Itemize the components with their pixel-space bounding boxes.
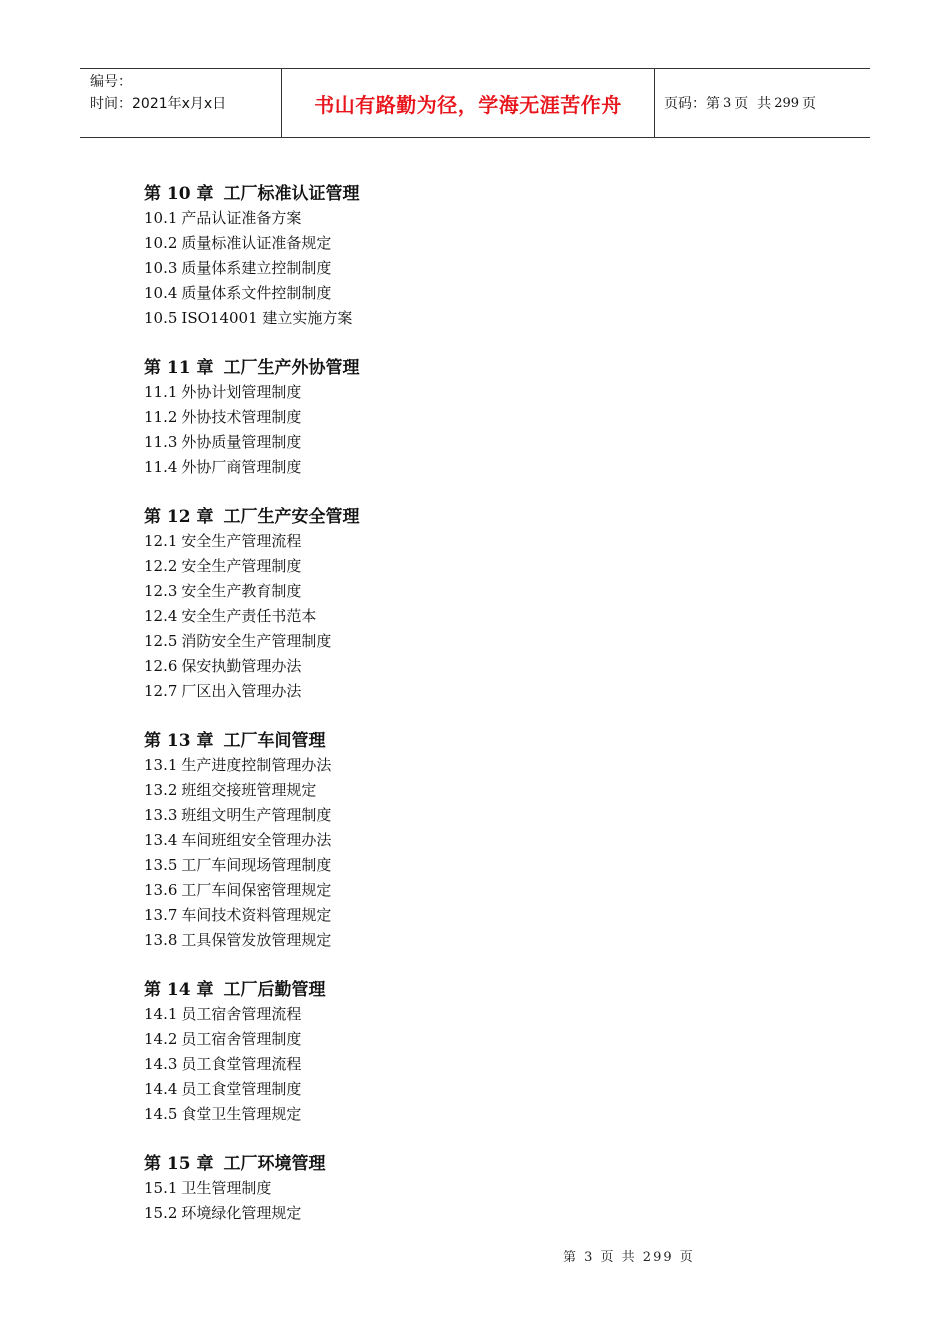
- toc-item[interactable]: [144, 679, 844, 704]
- toc-item-number: 13.2: [144, 781, 178, 799]
- toc-item[interactable]: [144, 903, 844, 928]
- toc-item-text: 产品认证准备方案: [181, 209, 302, 227]
- page-header: [80, 68, 870, 138]
- toc-item-number: 10.5: [144, 309, 178, 327]
- toc-item[interactable]: [144, 306, 844, 331]
- toc-item[interactable]: [144, 1002, 844, 1027]
- chapter-name: 工厂后勤管理: [223, 980, 326, 1000]
- toc-item[interactable]: [144, 928, 844, 953]
- toc-item-number: 13.5: [144, 856, 178, 874]
- chapter-section: [144, 1151, 844, 1226]
- toc-item-number: 15.1: [144, 1179, 178, 1197]
- chapter-name: 工厂生产外协管理: [223, 358, 360, 378]
- serial-label: 编号：: [90, 74, 132, 90]
- toc-item-text: 安全生产管理流程: [181, 532, 302, 550]
- chapter-section: [144, 728, 844, 953]
- toc-item[interactable]: [144, 231, 844, 256]
- toc-item[interactable]: [144, 554, 844, 579]
- toc-item-text: 外协技术管理制度: [181, 408, 302, 426]
- footer-page-number: 第 3 页 共 299 页: [563, 1250, 695, 1265]
- toc-item-number: 13.6: [144, 881, 178, 899]
- toc-item[interactable]: [144, 1201, 844, 1226]
- chapter-section: [144, 504, 844, 704]
- chapter-title: [144, 977, 844, 1003]
- toc-item-text: 班组交接班管理规定: [181, 781, 317, 799]
- toc-item[interactable]: [144, 206, 844, 231]
- toc-item-number: 13.1: [144, 756, 178, 774]
- header-motto: 书山有路勤为径，学海无涯苦作舟: [282, 69, 655, 137]
- toc-item-text: 质量体系文件控制制度: [181, 284, 332, 302]
- toc-item[interactable]: [144, 1176, 844, 1201]
- toc-item[interactable]: [144, 1102, 844, 1127]
- page-mid: 页 共: [734, 96, 772, 112]
- chapter-number: 第 15 章: [144, 1154, 214, 1174]
- chapter-number: 第 13 章: [144, 731, 214, 751]
- toc-item[interactable]: [144, 604, 844, 629]
- chapter-title: [144, 728, 844, 754]
- toc-item-text: 安全生产责任书范本: [181, 607, 317, 625]
- toc-item-number: 10.3: [144, 259, 178, 277]
- toc-item[interactable]: [144, 256, 844, 281]
- chapter-name: 工厂车间管理: [223, 731, 326, 751]
- toc-item-text: 员工食堂管理流程: [181, 1055, 302, 1073]
- toc-item[interactable]: [144, 1052, 844, 1077]
- toc-item[interactable]: [144, 380, 844, 405]
- toc-item-number: 14.2: [144, 1030, 178, 1048]
- toc-item-number: 12.4: [144, 607, 178, 625]
- toc-item-number: 11.2: [144, 408, 178, 426]
- toc-item-text: 环境绿化管理规定: [181, 1204, 302, 1222]
- chapter-number: 第 10 章: [144, 184, 214, 204]
- chapter-title: [144, 504, 844, 530]
- toc-item-text: 外协计划管理制度: [181, 383, 302, 401]
- toc-item[interactable]: [144, 405, 844, 430]
- toc-item-number: 13.7: [144, 906, 178, 924]
- toc-item[interactable]: [144, 430, 844, 455]
- toc-item-number: 13.8: [144, 931, 178, 949]
- chapter-number: 第 14 章: [144, 980, 214, 1000]
- toc-item-number: 10.4: [144, 284, 178, 302]
- toc-item-text: 质量标准认证准备规定: [181, 234, 332, 252]
- toc-item-text: 生产进度控制管理办法: [181, 756, 332, 774]
- toc-item-number: 14.4: [144, 1080, 178, 1098]
- toc-item-text: 工具保管发放管理规定: [181, 931, 332, 949]
- chapter-number: 第 11 章: [144, 358, 214, 378]
- toc-item-text: 消防安全生产管理制度: [181, 632, 332, 650]
- time-label: 时间：2021年x月x日: [90, 96, 227, 112]
- toc-item-text: 卫生管理制度: [181, 1179, 272, 1197]
- toc-item-number: 11.1: [144, 383, 178, 401]
- chapter-name: 工厂标准认证管理: [223, 184, 360, 204]
- toc-item-number: 13.4: [144, 831, 178, 849]
- toc-item[interactable]: [144, 455, 844, 480]
- chapter-section: [144, 355, 844, 480]
- page-suffix: 页: [802, 96, 817, 112]
- toc-item-number: 12.7: [144, 682, 178, 700]
- page-total: 299: [774, 95, 800, 111]
- page-prefix: 页码：第: [664, 96, 720, 112]
- header-meta: [80, 69, 282, 137]
- toc-item-text: 外协厂商管理制度: [181, 458, 302, 476]
- toc-item[interactable]: [144, 629, 844, 654]
- toc-item[interactable]: [144, 529, 844, 554]
- toc-item[interactable]: [144, 654, 844, 679]
- chapter-title: [144, 1151, 844, 1177]
- toc-item[interactable]: [144, 853, 844, 878]
- toc-item-number: 13.3: [144, 806, 178, 824]
- toc-item-text: 班组文明生产管理制度: [181, 806, 332, 824]
- toc-item-text: 员工食堂管理制度: [181, 1080, 302, 1098]
- toc-item[interactable]: [144, 803, 844, 828]
- chapter-section: [144, 977, 844, 1127]
- toc-item[interactable]: [144, 778, 844, 803]
- toc-item-text: 员工宿舍管理流程: [181, 1005, 302, 1023]
- toc-item[interactable]: [144, 579, 844, 604]
- toc-item-number: 11.3: [144, 433, 178, 451]
- chapter-title: [144, 181, 844, 207]
- toc-item-text: 员工宿舍管理制度: [181, 1030, 302, 1048]
- toc-item-text: 工厂车间保密管理规定: [181, 881, 332, 899]
- toc-item-text: ISO14001 建立实施方案: [181, 309, 353, 327]
- toc-item[interactable]: [144, 1027, 844, 1052]
- toc-item-number: 12.3: [144, 582, 178, 600]
- toc-item[interactable]: [144, 1077, 844, 1102]
- chapter-name: 工厂生产安全管理: [223, 507, 360, 527]
- toc-item-number: 10.1: [144, 209, 178, 227]
- chapter-title: [144, 355, 844, 381]
- header-page-info: [655, 69, 870, 137]
- toc-item[interactable]: [144, 828, 844, 853]
- toc-item-number: 14.3: [144, 1055, 178, 1073]
- toc-item-text: 安全生产管理制度: [181, 557, 302, 575]
- toc-item-text: 食堂卫生管理规定: [181, 1105, 302, 1123]
- toc-item-number: 11.4: [144, 458, 178, 476]
- toc-item[interactable]: [144, 753, 844, 778]
- chapter-section: [144, 181, 844, 331]
- toc-item-text: 工厂车间现场管理制度: [181, 856, 332, 874]
- chapter-number: 第 12 章: [144, 507, 214, 527]
- toc-item-text: 质量体系建立控制制度: [181, 259, 332, 277]
- toc-item-text: 厂区出入管理办法: [181, 682, 302, 700]
- toc-item-text: 保安执勤管理办法: [181, 657, 302, 675]
- toc-item-number: 12.2: [144, 557, 178, 575]
- toc-item-number: 14.1: [144, 1005, 178, 1023]
- toc-item-text: 外协质量管理制度: [181, 433, 302, 451]
- page-current: 3: [723, 95, 732, 111]
- toc-item-number: 12.5: [144, 632, 178, 650]
- toc-item-number: 14.5: [144, 1105, 178, 1123]
- toc-item-text: 车间技术资料管理规定: [181, 906, 332, 924]
- chapter-name: 工厂环境管理: [223, 1154, 326, 1174]
- toc-item-text: 安全生产教育制度: [181, 582, 302, 600]
- toc-item-number: 12.1: [144, 532, 178, 550]
- toc-item-text: 车间班组安全管理办法: [181, 831, 332, 849]
- toc-item[interactable]: [144, 281, 844, 306]
- toc-item[interactable]: [144, 878, 844, 903]
- table-of-contents: [144, 181, 844, 1250]
- toc-item-number: 15.2: [144, 1204, 178, 1222]
- toc-item-number: 12.6: [144, 657, 178, 675]
- toc-item-number: 10.2: [144, 234, 178, 252]
